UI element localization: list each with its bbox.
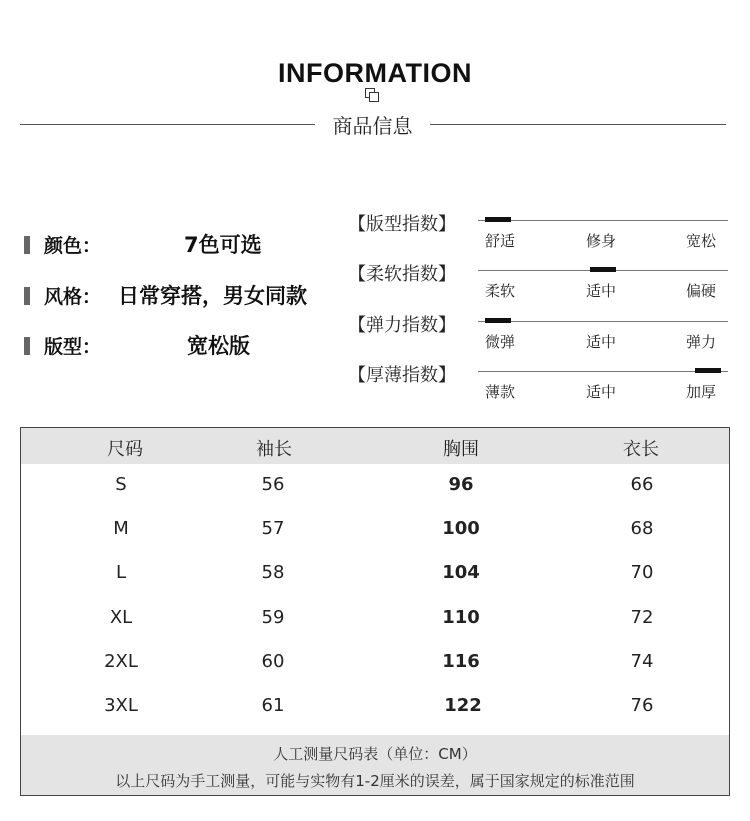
index-option: 宽松 <box>686 232 717 250</box>
divider-left <box>20 124 315 125</box>
index-fit <box>348 214 728 254</box>
table-cell: 60 <box>261 651 285 672</box>
table-cell: 57 <box>261 518 285 539</box>
table-cell: 58 <box>261 562 285 583</box>
index-marker <box>485 318 511 323</box>
attribute-value: 7色可选 <box>184 233 262 257</box>
attribute-value: 日常穿搭，男女同款 <box>118 284 307 308</box>
index-marker <box>590 267 616 272</box>
index-softness <box>348 264 728 304</box>
index-option: 薄款 <box>485 383 516 401</box>
table-row <box>21 464 729 508</box>
table-cell: L <box>115 562 127 583</box>
index-option: 弹力 <box>686 333 717 351</box>
column-header-length: 衣长 <box>623 439 659 460</box>
table-cell: 122 <box>444 695 482 716</box>
index-label: 【柔软指数】 <box>348 264 456 285</box>
attribute-value: 宽松版 <box>187 334 250 358</box>
table-row <box>21 508 729 552</box>
table-cell: XL <box>109 607 133 628</box>
size-table <box>20 427 730 796</box>
table-cell: 2XL <box>104 651 138 672</box>
attribute-label: 颜色： <box>44 235 102 257</box>
table-header-row <box>21 428 729 464</box>
table-row <box>21 641 729 685</box>
bullet-marker <box>24 236 30 254</box>
column-header-chest: 胸围 <box>443 439 479 460</box>
bullet-marker <box>24 287 30 305</box>
table-cell: 59 <box>261 607 285 628</box>
divider-right <box>430 124 726 125</box>
table-cell: 104 <box>442 562 480 583</box>
table-row <box>21 685 729 729</box>
table-cell: 61 <box>261 695 285 716</box>
table-cell: 116 <box>442 651 480 672</box>
index-marker <box>695 368 721 373</box>
index-option: 加厚 <box>686 383 717 401</box>
column-header-size: 尺码 <box>107 439 143 460</box>
header-subtitle: 商品信息 <box>332 114 413 138</box>
index-track <box>478 321 728 322</box>
attribute-label: 风格： <box>44 286 102 308</box>
bullet-marker <box>24 337 30 355</box>
index-track <box>478 220 728 221</box>
table-cell: S <box>115 474 127 495</box>
table-footnote-detail: 以上尺码为手工测量，可能与实物有1-2厘米的误差，属于国家规定的标准范围 <box>115 772 635 790</box>
table-footnote-title: 人工测量尺码表（单位：CM） <box>273 745 477 763</box>
table-row <box>21 597 729 641</box>
table-cell: 56 <box>261 474 285 495</box>
index-option: 适中 <box>586 383 617 401</box>
index-option: 微弹 <box>485 333 516 351</box>
attribute-label: 版型： <box>44 336 102 358</box>
index-label: 【版型指数】 <box>348 214 456 235</box>
index-option: 舒适 <box>485 232 516 250</box>
index-label: 【弹力指数】 <box>348 315 456 336</box>
index-option: 修身 <box>586 232 617 250</box>
table-row <box>21 552 729 596</box>
table-cell: 68 <box>630 518 654 539</box>
header-title: INFORMATION <box>278 58 472 88</box>
overlap-squares-icon <box>365 88 381 102</box>
index-thickness <box>348 365 728 405</box>
index-option: 适中 <box>586 282 617 300</box>
table-cell: 76 <box>630 695 654 716</box>
table-cell: 3XL <box>104 695 138 716</box>
index-label: 【厚薄指数】 <box>348 365 456 386</box>
index-option: 适中 <box>586 333 617 351</box>
index-elasticity <box>348 315 728 355</box>
table-footer <box>21 735 729 795</box>
table-cell: 74 <box>630 651 654 672</box>
table-cell: 100 <box>442 518 480 539</box>
table-cell: 96 <box>448 474 474 495</box>
table-cell: 72 <box>630 607 654 628</box>
table-cell: 110 <box>442 607 480 628</box>
table-cell: M <box>113 518 129 539</box>
index-marker <box>485 217 511 222</box>
table-cell: 70 <box>630 562 654 583</box>
index-option: 柔软 <box>485 282 516 300</box>
index-option: 偏硬 <box>686 282 717 300</box>
index-track <box>478 371 728 372</box>
column-header-sleeve: 袖长 <box>256 439 292 460</box>
table-cell: 66 <box>630 474 654 495</box>
